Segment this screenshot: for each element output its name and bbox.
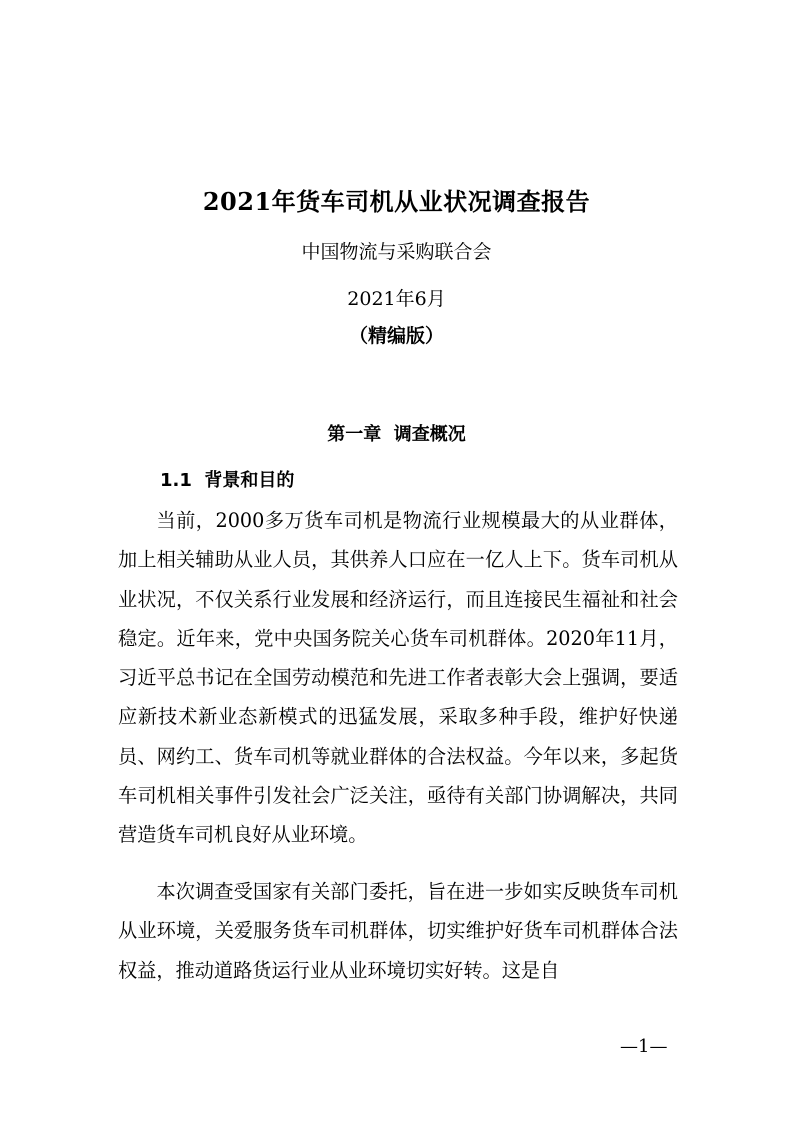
report-date: 2021年6月 (347, 288, 446, 310)
organization-name: 中国物流与采购联合会 (301, 241, 492, 263)
report-title: 2021年货车司机从业状况调查报告 (202, 187, 591, 216)
chapter-heading: 第一章 调查概况 (327, 424, 466, 445)
section-heading: 1.1 背景和目的 (160, 470, 295, 491)
body-paragraph: 当前，2000多万货车司机是物流行业规模最大的从业群体，加上相关辅助从业人员，其供养人口应在一亿人上下。货车司机从业状况，不仅关系行业发展和经济运行，而且连接民生福祉和社会稳定。近年来，党中央国务院关心货车司机群体。2020年11月，习近平总书记在全国劳动模范和先进工作者表彰大会上强调，要适应新技术新业态新模式的迅猛发展，采取多种手段，维护好快递员、网约工、货车司机等就业群体的合法权益。今年以来，多起货车司机相关事件引发社会广泛关注，亟待有关部门协调解决，共同营造货车司机良好从业环境。 (118, 509, 678, 847)
edition-label: （精编版） (348, 325, 444, 347)
page-number: —1— (620, 1036, 668, 1057)
body-paragraph: 本次调查受国家有关部门委托，旨在进一步如实反映货车司机从业环境，关爱服务货车司机群体，切实维护好货车司机群体合法权益，推动道路货运行业从业环境切实好转。这是自 (118, 880, 678, 982)
